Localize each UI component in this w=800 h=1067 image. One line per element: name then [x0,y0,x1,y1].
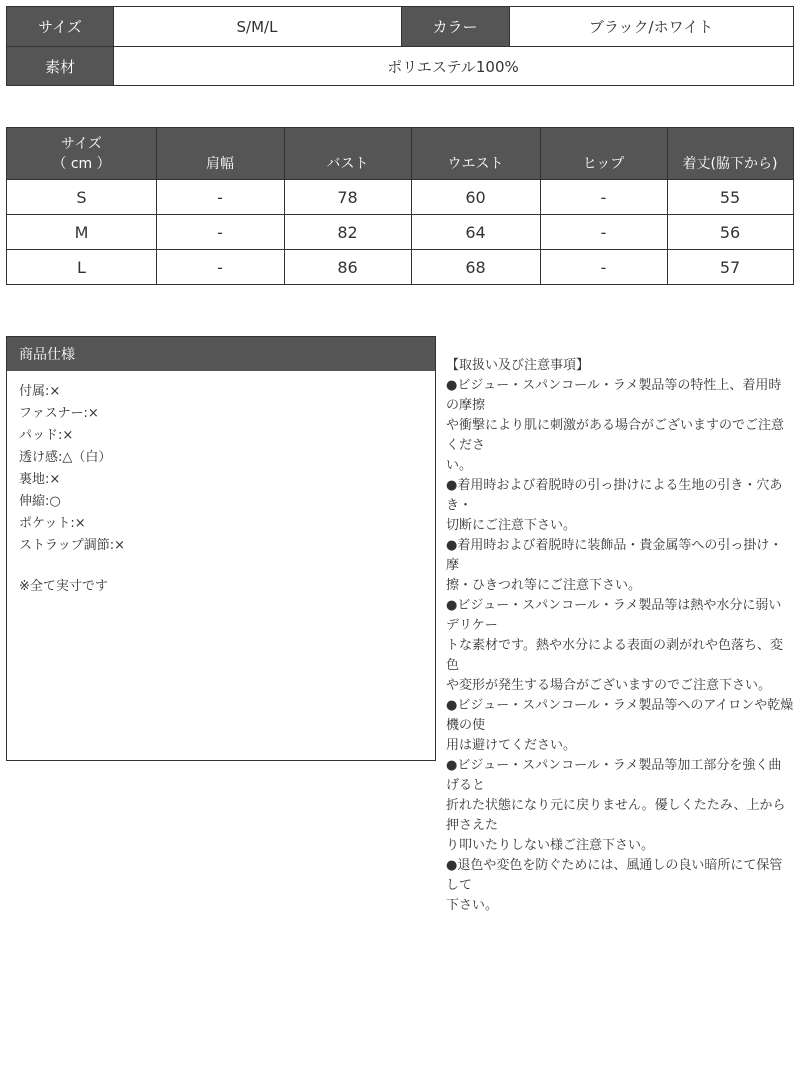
care-line: い。 [446,458,473,473]
spec-item: 透け感:△（白） [19,450,112,465]
divider [113,7,114,85]
size-value: S/M/L [113,7,401,46]
table-cell: - [217,187,223,207]
material-value: ポリエステル100% [113,47,793,85]
care-line: 下さい。 [446,898,499,913]
table-cell: - [600,257,607,277]
table-cell: 64 [465,222,486,242]
material-label: 素材 [7,47,113,85]
product-info-table [6,6,794,86]
size-cell: L [77,257,86,277]
table-cell: 57 [719,257,741,277]
care-line: ●ビジュー・スパンコール・ラメ製品等の特性上、着用時の摩擦 [446,378,782,413]
divider [156,128,157,284]
table-cell: - [600,187,607,207]
care-line: 用は避けてください。 [446,738,577,753]
spec-item: ファスナー:× [19,406,99,421]
table-cell: - [600,222,607,242]
care-line: ●ビジュー・スパンコール・ラメ製品等加工部分を強く曲げると [446,758,782,793]
size-header-line1: サイズ [61,135,102,152]
column-header-bust: バスト [284,128,411,179]
spec-list [19,381,125,557]
divider [401,7,402,46]
divider [284,128,285,284]
spec-item: 伸縮:○ [19,494,61,509]
care-line: や変形が発生する場合がございますのでご注意下さい。 [446,678,772,693]
care-line: 切断にご注意下さい。 [446,518,577,533]
size-column-header [7,128,156,179]
care-line: ●ビジュー・スパンコール・ラメ製品等へのアイロンや乾燥機の使 [446,698,794,733]
column-header-shoulder: 肩幅 [156,128,284,179]
measurement-note: ※全て実寸です [19,579,108,594]
size-label: サイズ [7,7,113,46]
color-label: カラー [401,7,509,46]
product-spec-box [6,336,436,761]
spec-title: 商品仕様 [7,337,435,371]
table-cell: 86 [337,257,358,277]
table-cell: 56 [719,222,741,242]
size-cell: M [74,222,89,242]
care-heading: 【取扱い及び注意事項】 [446,358,590,373]
table-cell: - [217,222,223,242]
size-header-line2: （ cm ） [52,155,111,172]
spec-item: ストラップ調節:× [19,538,126,553]
column-header-waist: ウエスト [411,128,540,179]
spec-item: 付属:× [19,384,61,399]
divider [509,7,510,46]
divider [7,179,793,180]
care-line: 擦・ひきつれ等にご注意下さい。 [446,578,642,593]
care-line: り叩いたりしない様ご注意下さい。 [446,838,655,853]
care-line: 折れた状態になり元に戻りません。優しくたたみ、上から押さえた [446,798,786,833]
divider [7,46,793,47]
care-line: ●着用時および着脱時に装飾品・貴金属等への引っ掛け・摩 [446,538,783,573]
divider [7,214,793,215]
care-line: や衝撃により肌に刺激がある場合がございますのでご注意くださ [446,418,785,453]
table-cell: 60 [465,187,486,207]
spec-item: 裏地:× [19,472,61,487]
table-cell: - [217,257,223,277]
table-cell: 68 [465,257,486,277]
care-line: ●退色や変色を防ぐためには、風通しの良い暗所にて保管して [446,858,783,893]
divider [7,249,793,250]
column-header-hip: ヒップ [540,128,667,179]
divider [411,128,412,284]
column-header-length: 着丈(脇下から) [667,128,793,179]
care-line: トな素材です。熱や水分による表面の剥がれや色落ち、変色 [446,638,783,673]
table-cell: 55 [719,187,741,207]
care-instructions [446,356,794,916]
divider [667,128,668,284]
care-line: ●着用時および着脱時の引っ掛けによる生地の引き・穴あき・ [446,478,783,513]
divider [540,128,541,284]
spec-item: ポケット:× [19,516,86,531]
size-cell: S [76,187,87,207]
table-cell: 78 [337,187,358,207]
color-value: ブラック/ホワイト [509,7,793,46]
spec-item: パッド:× [19,428,74,443]
table-cell: 82 [337,222,358,242]
size-chart-table [6,127,794,285]
care-line: ●ビジュー・スパンコール・ラメ製品等は熱や水分に弱いデリケー [446,598,782,633]
